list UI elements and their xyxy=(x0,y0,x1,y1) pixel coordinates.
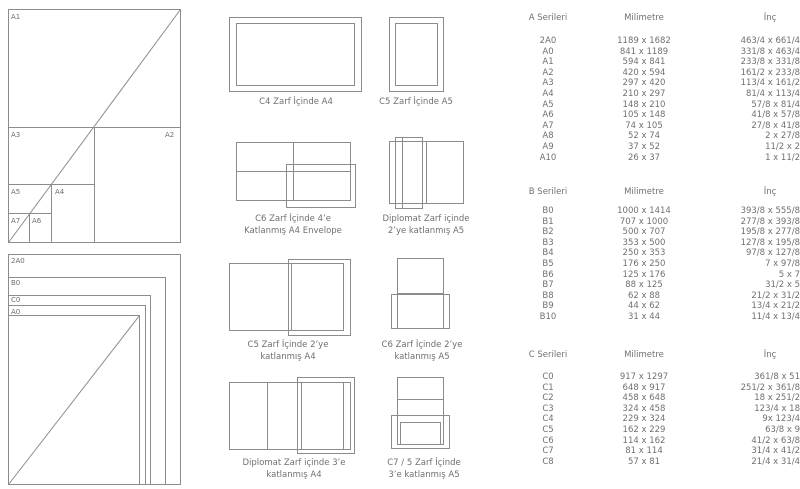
table-row xyxy=(518,457,800,468)
caption-c6-a4: C6 Zarf İçinde 4’e Katlanmış A4 Envelope xyxy=(244,214,342,236)
millimetre-cell: 707 x 1000 xyxy=(619,216,669,227)
millimetre-cell: 229 x 324 xyxy=(622,414,666,425)
size-name-cell: C0 xyxy=(542,372,554,382)
millimetre-cell: 31 x 44 xyxy=(627,311,661,322)
size-name-cell: C2 xyxy=(542,393,554,404)
millimetre-cell: 458 x 648 xyxy=(622,393,666,404)
size-name-cell: C1 xyxy=(542,382,554,393)
inch-header: İnç xyxy=(763,187,777,197)
dl-envelope-a5-figure xyxy=(390,138,464,209)
label-a7: A7 xyxy=(11,217,21,225)
size-name-cell: A0 xyxy=(542,46,554,57)
millimetre-cell: 52 x 74 xyxy=(627,131,661,142)
rows-b-series xyxy=(518,206,800,323)
inch-cell: 393/8 x 555/8 xyxy=(740,206,800,216)
inch-cell: 21/2 x 31/2 xyxy=(751,290,800,301)
table-row xyxy=(518,100,800,111)
millimetre-cell: 917 x 1297 xyxy=(619,372,669,382)
size-name-cell: B3 xyxy=(542,237,554,248)
inch-header: İnç xyxy=(763,350,777,360)
inch-cell: 18 x 251/2 xyxy=(754,393,800,404)
millimetre-cell: 1189 x 1682 xyxy=(617,36,671,46)
table-row xyxy=(518,436,800,447)
table-row xyxy=(518,383,800,394)
millimetre-cell: 250 x 353 xyxy=(622,248,666,259)
size-name-cell: A1 xyxy=(542,57,554,68)
mm-header: Milimetre xyxy=(624,13,664,23)
size-name-cell: A7 xyxy=(542,120,554,131)
millimetre-cell: 26 x 37 xyxy=(627,152,661,163)
label-a3: A3 xyxy=(11,131,21,139)
table-row xyxy=(518,280,800,291)
millimetre-cell: 114 x 162 xyxy=(622,435,666,446)
caption-c6-a5: C6 Zarf İçinde 2’ye katlanmış A5 xyxy=(381,340,463,362)
inch-cell: 13/4 x 21/2 xyxy=(751,301,800,312)
table-row xyxy=(518,89,800,100)
millimetre-cell: 148 x 210 xyxy=(622,99,666,110)
inch-cell: 21/4 x 31/4 xyxy=(751,456,800,467)
table-row xyxy=(518,110,800,121)
inch-cell: 233/8 x 331/8 xyxy=(740,57,800,68)
size-name-cell: B5 xyxy=(542,258,554,269)
table-a-series xyxy=(518,12,800,163)
inch-cell: 9x 123/4 xyxy=(762,414,800,425)
inch-cell: 27/8 x 41/8 xyxy=(751,120,800,131)
table-header xyxy=(518,186,800,200)
c6-envelope-a4-figure xyxy=(237,143,356,208)
millimetre-cell: 594 x 841 xyxy=(622,57,666,68)
size-name-cell: C5 xyxy=(542,424,554,435)
size-name-cell: C3 xyxy=(542,403,554,414)
label-a1: A1 xyxy=(11,13,21,21)
millimetre-cell: 1000 x 1414 xyxy=(617,206,671,216)
table-row xyxy=(518,312,800,323)
a-series-subdivision xyxy=(9,10,181,243)
millimetre-cell: 297 x 420 xyxy=(622,78,666,89)
size-name-cell: C8 xyxy=(542,456,554,467)
size-name-cell: A4 xyxy=(542,88,554,99)
label-a4: A4 xyxy=(55,188,65,196)
label-a2: A2 xyxy=(165,131,175,139)
inch-cell: 277/8 x 393/8 xyxy=(740,216,800,227)
millimetre-cell: 648 x 917 xyxy=(622,382,666,393)
inch-cell: 113/4 x 161/2 xyxy=(740,78,800,89)
table-row xyxy=(518,238,800,249)
size-name-cell: A6 xyxy=(542,110,554,121)
table-row xyxy=(518,372,800,383)
millimetre-cell: 162 x 229 xyxy=(622,424,666,435)
caption-dl-a4: Diplomat Zarf içinde 3’e katlanmış A4 xyxy=(242,458,346,480)
inch-cell: 463/4 x 661/4 xyxy=(740,36,800,46)
millimetre-cell: 210 x 297 xyxy=(622,88,666,99)
caption-c4-a4: C4 Zarf İçinde A4 xyxy=(259,97,333,107)
table-row xyxy=(518,142,800,153)
size-name-cell: B0 xyxy=(542,206,554,216)
inch-cell: 31/4 x 41/2 xyxy=(751,446,800,457)
millimetre-cell: 37 x 52 xyxy=(627,141,661,152)
millimetre-cell: 841 x 1189 xyxy=(619,46,669,57)
table-row xyxy=(518,153,800,164)
table-row xyxy=(518,121,800,132)
label-a6: A6 xyxy=(32,217,42,225)
table-row xyxy=(518,393,800,404)
inch-cell: 7 x 97/8 xyxy=(765,258,800,269)
millimetre-cell: 57 x 81 xyxy=(627,456,661,467)
millimetre-cell: 176 x 250 xyxy=(622,258,666,269)
size-name-cell: B9 xyxy=(542,301,554,312)
rows-c-series xyxy=(518,372,800,467)
table-row xyxy=(518,131,800,142)
inch-cell: 63/8 x 9 xyxy=(765,424,800,435)
size-name-cell: A3 xyxy=(542,78,554,89)
inch-cell: 251/2 x 361/8 xyxy=(740,382,800,393)
table-row xyxy=(518,425,800,436)
millimetre-cell: 44 x 62 xyxy=(627,301,661,312)
label-b0: B0 xyxy=(11,279,21,287)
inch-cell: 41/8 x 57/8 xyxy=(751,110,800,121)
table-c-series xyxy=(518,349,800,467)
inch-cell: 97/8 x 127/8 xyxy=(745,248,800,259)
size-name-cell: B2 xyxy=(542,227,554,238)
inch-cell: 195/8 x 277/8 xyxy=(740,227,800,238)
millimetre-cell: 420 x 594 xyxy=(622,67,666,78)
millimetre-cell: 74 x 105 xyxy=(625,120,663,131)
millimetre-cell: 125 x 176 xyxy=(622,269,666,280)
table-row xyxy=(518,446,800,457)
table-header xyxy=(518,349,800,363)
size-name-cell: C7 xyxy=(542,446,554,457)
c5-envelope-a5-figure xyxy=(390,18,444,92)
inch-cell: 11/2 x 2 xyxy=(765,141,800,152)
size-name-cell: A10 xyxy=(539,152,557,163)
caption-c75-a5: C7 / 5 Zarf İçinde 3’e katlanmış A5 xyxy=(387,458,461,480)
size-name-cell: B7 xyxy=(542,280,554,291)
c6-envelope-a5-figure xyxy=(392,259,450,329)
millimetre-cell: 81 x 114 xyxy=(625,446,663,457)
millimetre-cell: 500 x 707 xyxy=(622,227,666,238)
series-header: B Serileri xyxy=(528,187,568,197)
millimetre-cell: 353 x 500 xyxy=(622,237,666,248)
rows-a-series xyxy=(518,36,800,163)
label-c0: C0 xyxy=(11,296,21,304)
table-row xyxy=(518,270,800,281)
table-row xyxy=(518,217,800,228)
inch-cell: 11/4 x 13/4 xyxy=(751,311,800,322)
mm-header: Milimetre xyxy=(624,187,664,197)
table-header xyxy=(518,12,800,26)
table-row xyxy=(518,36,800,47)
inch-cell: 361/8 x 51 xyxy=(754,372,800,382)
table-row xyxy=(518,68,800,79)
table-row xyxy=(518,57,800,68)
inch-cell: 81/4 x 113/4 xyxy=(745,88,800,99)
inch-cell: 161/2 x 233/8 xyxy=(740,67,800,78)
size-name-cell: B6 xyxy=(542,269,554,280)
inch-cell: 123/4 x 18 xyxy=(754,403,800,414)
caption-c5-a5: C5 Zarf İçinde A5 xyxy=(379,97,453,107)
table-row xyxy=(518,301,800,312)
size-name-cell: 2A0 xyxy=(539,36,557,46)
c4-envelope-a4-figure xyxy=(230,18,362,92)
table-row xyxy=(518,414,800,425)
table-row xyxy=(518,47,800,58)
inch-cell: 331/8 x 463/4 xyxy=(740,46,800,57)
label-a0: A0 xyxy=(11,308,21,316)
inch-cell: 127/8 x 195/8 xyxy=(740,237,800,248)
size-name-cell: B10 xyxy=(539,311,557,322)
c75-envelope-a5-figure xyxy=(392,378,450,449)
series-header: C Serileri xyxy=(528,350,568,360)
label-2a0: 2A0 xyxy=(11,257,25,265)
size-name-cell: B4 xyxy=(542,248,554,259)
size-name-cell: A8 xyxy=(542,131,554,142)
millimetre-cell: 324 x 458 xyxy=(622,403,666,414)
size-name-cell: A9 xyxy=(542,141,554,152)
table-row xyxy=(518,227,800,238)
size-name-cell: C4 xyxy=(542,414,554,425)
label-a5: A5 xyxy=(11,188,21,196)
size-name-cell: A2 xyxy=(542,67,554,78)
size-name-cell: B8 xyxy=(542,290,554,301)
table-row xyxy=(518,78,800,89)
table-row xyxy=(518,259,800,270)
millimetre-cell: 88 x 125 xyxy=(625,280,663,291)
caption-dl-a5: Diplomat Zarf içinde 2’ye katlanmış A5 xyxy=(382,214,470,236)
inch-cell: 57/8 x 81/4 xyxy=(751,99,800,110)
inch-cell: 1 x 11/2 xyxy=(765,152,800,163)
inch-cell: 31/2 x 5 xyxy=(765,280,800,291)
series-header: A Serileri xyxy=(528,13,568,23)
size-name-cell: B1 xyxy=(542,216,554,227)
nested-series-comparison xyxy=(9,255,181,485)
millimetre-cell: 62 x 88 xyxy=(627,290,661,301)
inch-cell: 2 x 27/8 xyxy=(765,131,800,142)
size-name-cell: A5 xyxy=(542,99,554,110)
inch-header: İnç xyxy=(763,13,777,23)
caption-c5-a4: C5 Zarf İçinde 2’ye katlanmış A4 xyxy=(247,340,329,362)
millimetre-cell: 105 x 148 xyxy=(622,110,666,121)
inch-cell: 41/2 x 63/8 xyxy=(751,435,800,446)
size-name-cell: C6 xyxy=(542,435,554,446)
c5-envelope-a4-figure xyxy=(230,260,351,336)
mm-header: Milimetre xyxy=(624,350,664,360)
table-row xyxy=(518,248,800,259)
table-row xyxy=(518,404,800,415)
table-row xyxy=(518,206,800,217)
table-row xyxy=(518,291,800,302)
dl-envelope-a4-figure xyxy=(230,378,355,454)
table-b-series xyxy=(518,186,800,323)
inch-cell: 5 x 7 xyxy=(778,269,800,280)
